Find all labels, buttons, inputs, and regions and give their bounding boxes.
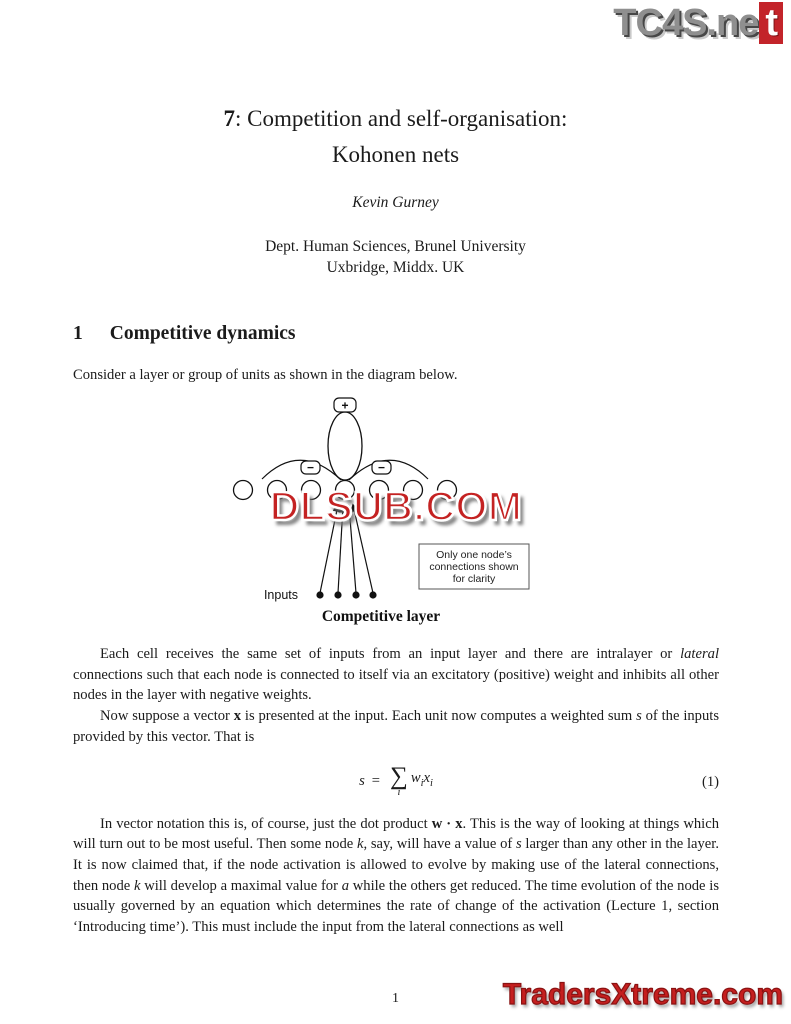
self-excitation-loop: [328, 412, 362, 480]
input-dot: [369, 591, 376, 598]
figure-caption: Competitive layer: [321, 608, 441, 625]
paragraph-2: [73, 706, 719, 747]
page-number: 1: [392, 991, 399, 1006]
paragraph-2-text: of the inputs provided by this vector. That is: [73, 708, 719, 745]
plus-label: +: [341, 398, 349, 413]
minus-label-left: −: [306, 460, 315, 475]
section-title: Competitive dynamics: [109, 323, 296, 344]
note-line-2: connections shown: [429, 561, 519, 573]
paragraph-3-text: while the others get reduced. The time evolution of the node is usually governed by an equation which determines the rate of change of the activation (Lecture 1, section ‘Introducing time’). This must include the input from the lateral connections as well: [73, 877, 720, 936]
paragraph-1: [73, 644, 719, 706]
title-rest: : Competition and self-organisation:: [235, 106, 568, 131]
section-heading: [73, 323, 296, 345]
equation-equals: =: [371, 773, 381, 790]
inputs-label: Inputs: [263, 588, 298, 602]
input-dot: [352, 591, 359, 598]
variable-a: a: [341, 877, 349, 894]
emphasis-lateral: lateral: [680, 646, 719, 662]
dot-product-wx: w · x: [431, 815, 463, 832]
variable-k: k: [133, 877, 141, 894]
variable-s: s: [515, 836, 522, 853]
watermark-tc4s-text: TC4S.ne: [613, 2, 759, 44]
affiliation-line-1: Dept. Human Sciences, Brunel University: [265, 238, 526, 255]
variable-k: k: [357, 836, 364, 853]
affiliation-line-2: Uxbridge, Middx. UK: [326, 259, 465, 276]
paragraph-3: [73, 814, 719, 938]
equation-term: $w_ix_i$: [410, 770, 433, 790]
page-title: [0, 101, 791, 173]
paragraph-1-text: Each cell receives the same set of inputs from an input layer and there are intralayer or: [100, 646, 681, 662]
equation-number: (1): [701, 773, 719, 790]
equation-body: [359, 762, 433, 798]
minus-label-right: −: [377, 460, 386, 475]
vector-x: x: [233, 708, 242, 725]
title-line-2: Kohonen nets: [331, 142, 460, 167]
paragraph-3-text: In vector notation this is, of course, just the dot product: [100, 815, 432, 832]
watermark-dlsub: DLSUB.COM: [269, 483, 523, 529]
section-number: 1: [73, 323, 83, 344]
body-text: [73, 644, 719, 938]
paragraph-1-text: connections such that each node is connected to itself via an excitatory (positive) weight and inhibits all other nodes in the layer with negative weights.: [73, 666, 719, 704]
title-line-1: [0, 101, 791, 137]
affiliation: [0, 236, 791, 278]
equation-lhs: s: [359, 773, 365, 790]
note-line-3: for clarity: [452, 573, 496, 585]
intro-paragraph: Consider a layer or group of units as shown in the diagram below.: [73, 367, 458, 383]
paragraph-3-text: will develop a maximal value for: [140, 877, 342, 894]
watermark-tradersxtreme: TradersXtreme.com: [502, 978, 783, 1011]
paragraph-3-text: larger than any other in the layer. It is now claimed that, if the node activation is allowed to evolve by making use of the lateral connections, then node: [73, 836, 719, 894]
paragraph-2-text: is presented at the input. Each unit now computes a weighted sum: [241, 708, 637, 725]
watermark-tc4s-red-box: t: [759, 2, 783, 44]
variable-s: s: [636, 708, 642, 725]
input-dot: [316, 591, 323, 598]
note-line-1: Only one node’s: [436, 549, 512, 561]
paragraph-2-text: Now suppose a vector: [100, 708, 234, 725]
paragraph-3-text: , say, will have a value of: [363, 836, 516, 853]
paragraph-3-text: . This is the way of looking at things which will turn out to be most useful. Then some node: [73, 815, 719, 853]
watermark-tc4s: [613, 2, 783, 45]
summation-symbol: ∑ i: [390, 762, 408, 798]
equation-1: [73, 759, 719, 805]
author-name: Kevin Gurney: [352, 194, 439, 211]
title-number: 7: [223, 106, 236, 131]
input-dot: [334, 591, 341, 598]
